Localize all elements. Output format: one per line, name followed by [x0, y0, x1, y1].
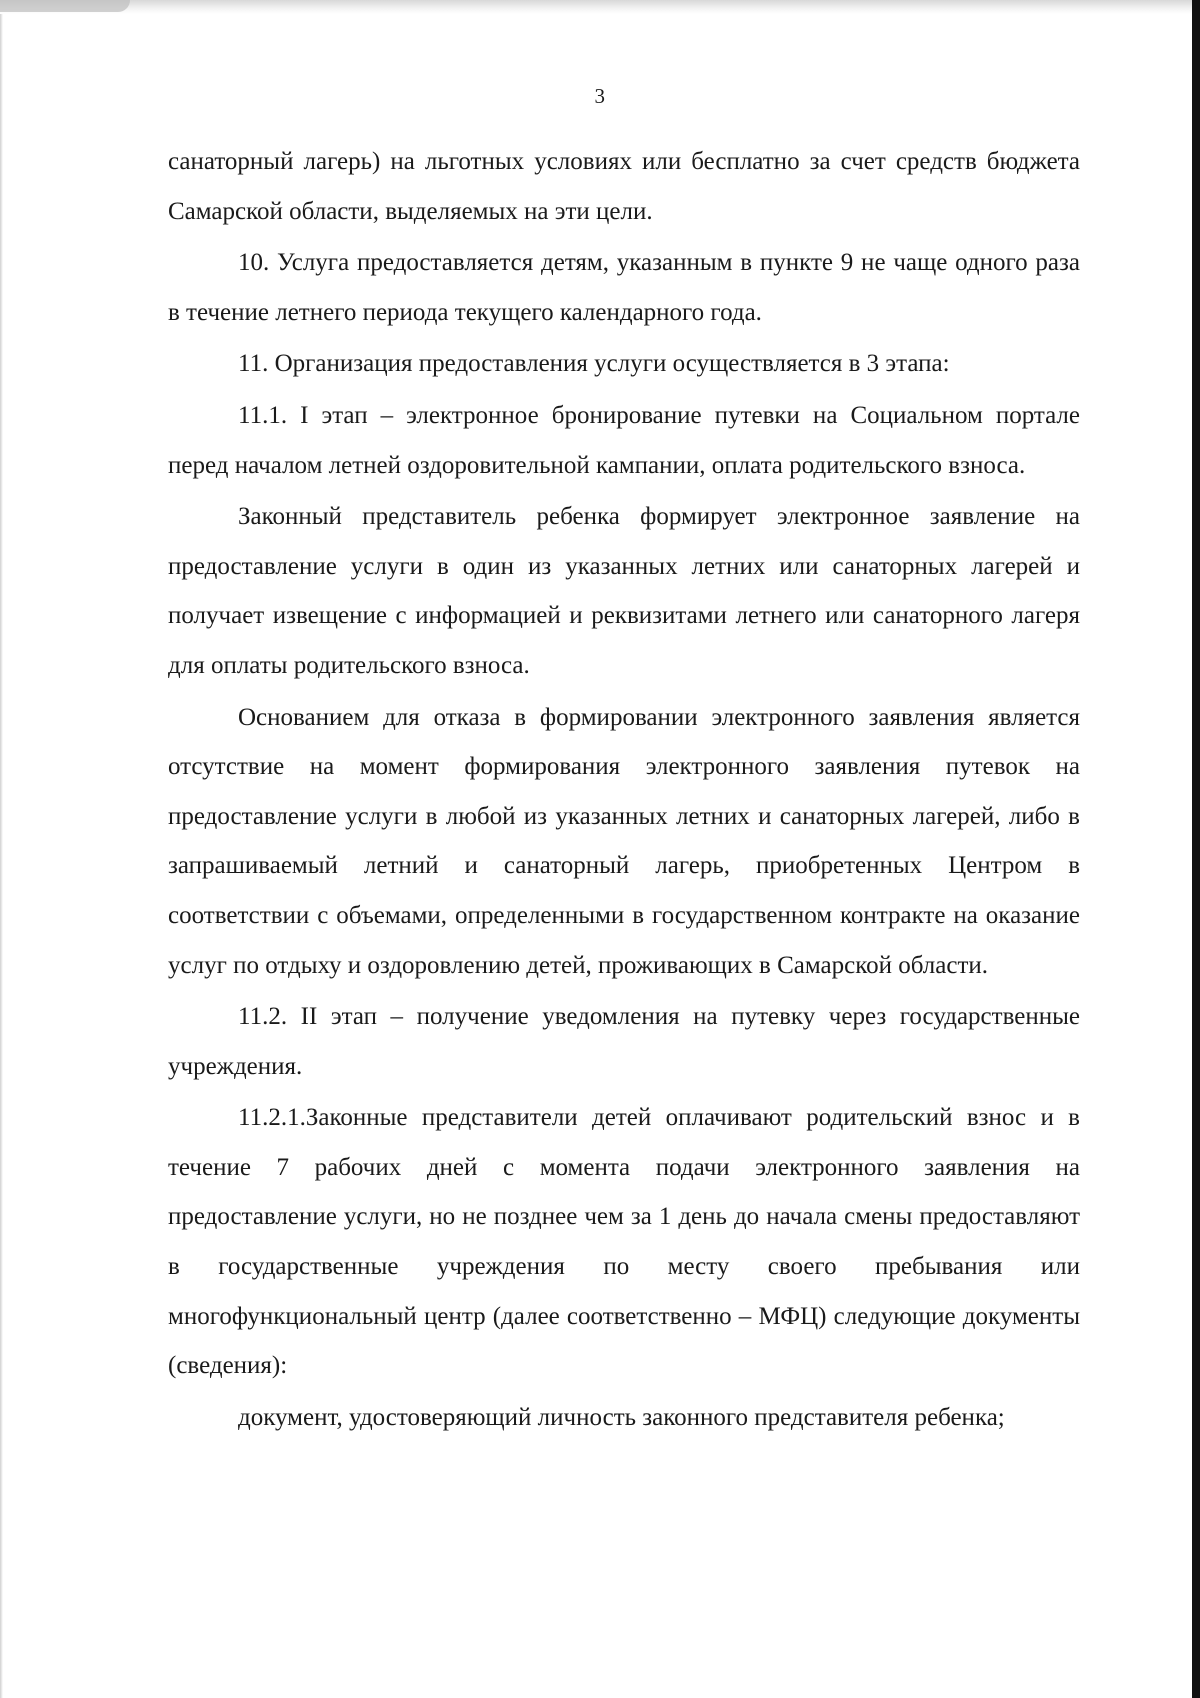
- scan-right-edge: [1192, 0, 1200, 1698]
- paragraph-item-11: 11. Организация предоставления услуги осуществляется в 3 этапа:: [238, 350, 950, 378]
- paragraph-refusal-grounds: Основанием для отказа в формировании электронного заявления является отсутствие на момент формирования электронного заявления путевок на предоставление услуги в любой из указанных летних и санаторных лагерей, либо в запрашиваемый летний и санаторный лагерь, приобретенных Центром в соответствии с объемами, определенными в государственном контракте на оказание услуг по отдыху и оздоровлению детей, проживающих в Самарской области.: [168, 703, 1080, 979]
- scan-top-shadow: [0, 0, 1200, 14]
- paragraph-item-11-2: 11.2. II этап – получение уведомления на путевку через государственные учреждения.: [168, 1003, 1080, 1080]
- page-number: 3: [594, 84, 606, 108]
- paragraph-continuation: санаторный лагерь) на льготных условиях или бесплатно за счет средств бюджета Самарской области, выделяемых на эти цели.: [168, 148, 1080, 225]
- paragraph-item-11-1: 11.1. I этап – электронное бронирование путевки на Социальном портале перед началом летней оздоровительной кампании, оплата родительского взноса.: [168, 401, 1080, 479]
- paragraph-document-list-item: документ, удостоверяющий личность законного представителя ребенка;: [238, 1403, 1005, 1431]
- scan-left-edge: [0, 0, 3, 1698]
- document-body: [168, 137, 1080, 1444]
- scan-corner-blot: [0, 0, 130, 12]
- paragraph-representative-application: Законный представитель ребенка формирует электронное заявление на предоставление услуги в один из указанных летних или санаторных лагерей и получает извещение с информацией и реквизитами летнего или санаторного лагеря для оплаты родительского взноса.: [168, 503, 1080, 679]
- paragraph-item-10: 10. Услуга предоставляется детям, указанным в пункте 9 не чаще одного раза в течение летнего периода текущего календарного года.: [168, 249, 1080, 326]
- paragraph-item-11-2-1: 11.2.1.Законные представители детей оплачивают родительский взнос и в течение 7 рабочих дней с момента подачи электронного заявления на предоставление услуги, но не позднее чем за 1 день до начала смены предоставляют в государственные учреждения по месту своего пребывания или многофункциональный центр (далее соответственно – МФЦ) следующие документы (сведения):: [168, 1104, 1080, 1380]
